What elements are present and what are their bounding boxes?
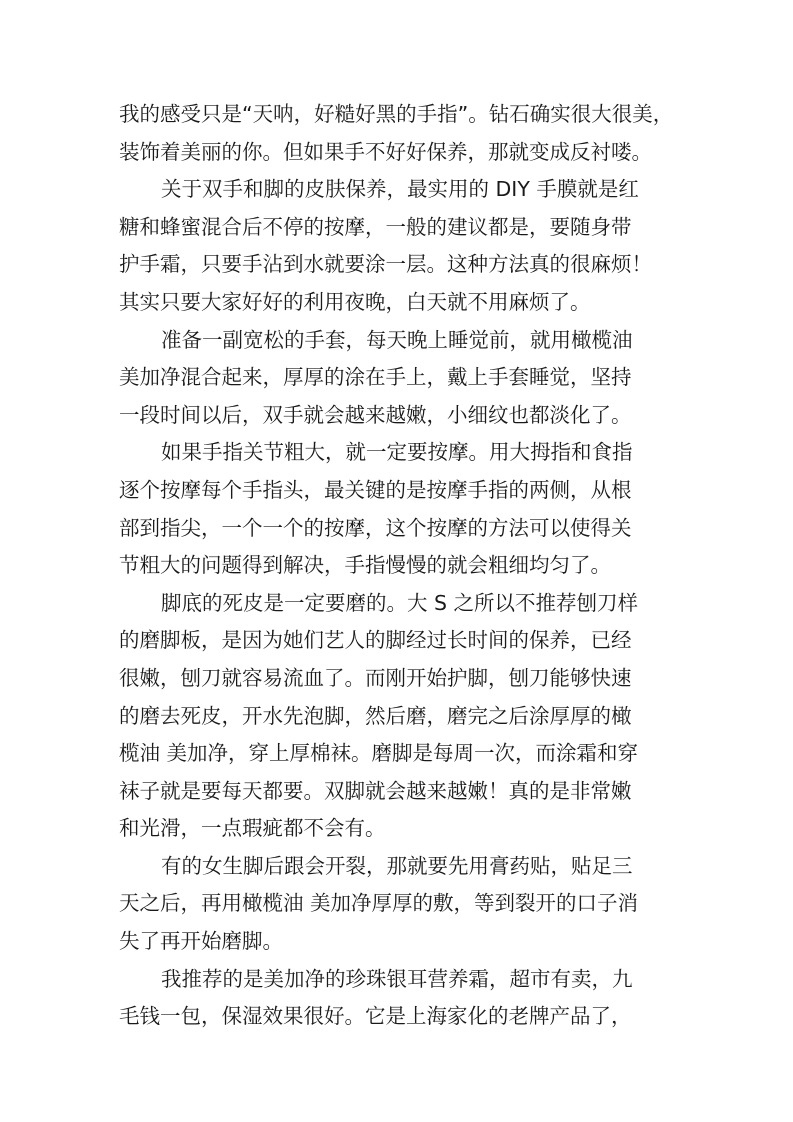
- paragraph-first-line: 脚底的死皮是一定要磨的。大 S 之所以不推荐刨刀样: [161, 590, 639, 615]
- paragraph-first-line: 有的女生脚后跟会开裂，那就要先用膏药贴，贴足三: [161, 853, 633, 878]
- text-line: 护手霜，只要手沾到水就要涂一层。这种方法真的很麻烦！: [119, 252, 652, 277]
- paragraph-first-line: 如果手指关节粗大，就一定要按摩。用大拇指和食指: [161, 440, 633, 465]
- text-line: 美加净混合起来，厚厚的涂在手上，戴上手套睡觉，坚持: [119, 365, 632, 390]
- text-line: 节粗大的问题得到解决，手指慢慢的就会粗细均匀了。: [119, 553, 611, 578]
- text-line: 很嫩，刨刀就容易流血了。而刚开始护脚，刨刀能够快速: [119, 665, 632, 690]
- text-line: 的磨去死皮，开水先泡脚，然后磨，磨完之后涂厚厚的橄: [119, 703, 632, 728]
- paragraph-first-line: 准备一副宽松的手套，每天晚上睡觉前，就用橄榄油: [161, 327, 633, 352]
- text-line: 部到指尖，一个一个的按摩，这个按摩的方法可以使得关: [119, 515, 632, 540]
- text-line: 逐个按摩每个手指头，最关键的是按摩手指的两侧，从根: [119, 477, 632, 502]
- text-line: 和光滑，一点瑕疵都不会有。: [119, 816, 386, 841]
- document-body: [119, 96, 693, 1036]
- text-line: 装饰着美丽的你。但如果手不好好保养，那就变成反衬喽。: [119, 139, 652, 164]
- text-line: 糖和蜂蜜混合后不停的按摩，一般的建议都是，要随身带: [119, 214, 632, 239]
- paragraph-first-line: 关于双手和脚的皮肤保养，最实用的 DIY 手膜就是红: [161, 177, 639, 202]
- text-line: 的磨脚板，是因为她们艺人的脚经过长时间的保养，已经: [119, 628, 632, 653]
- text-line: 榄油 美加净，穿上厚棉袜。磨脚是每周一次，而涂霜和穿: [119, 741, 639, 766]
- text-line: 失了再开始磨脚。: [119, 929, 283, 954]
- paragraph-first-line: 我推荐的是美加净的珍珠银耳营养霜，超市有卖，九: [161, 966, 633, 991]
- text-line: 我的感受只是“天呐，好糙好黑的手指”。钻石确实很大很美，: [119, 102, 674, 126]
- text-line: 一段时间以后，双手就会越来越嫩，小细纹也都淡化了。: [119, 402, 632, 427]
- text-line: 袜子就是要每天都要。双脚就会越来越嫩！真的是非常嫩: [119, 778, 632, 803]
- text-line: 毛钱一包，保湿效果很好。它是上海家化的老牌产品了，: [119, 1004, 632, 1029]
- text-line: 天之后，再用橄榄油 美加净厚厚的敷，等到裂开的口子消: [119, 891, 639, 916]
- text-line: 其实只要大家好好的利用夜晚，白天就不用麻烦了。: [119, 289, 591, 314]
